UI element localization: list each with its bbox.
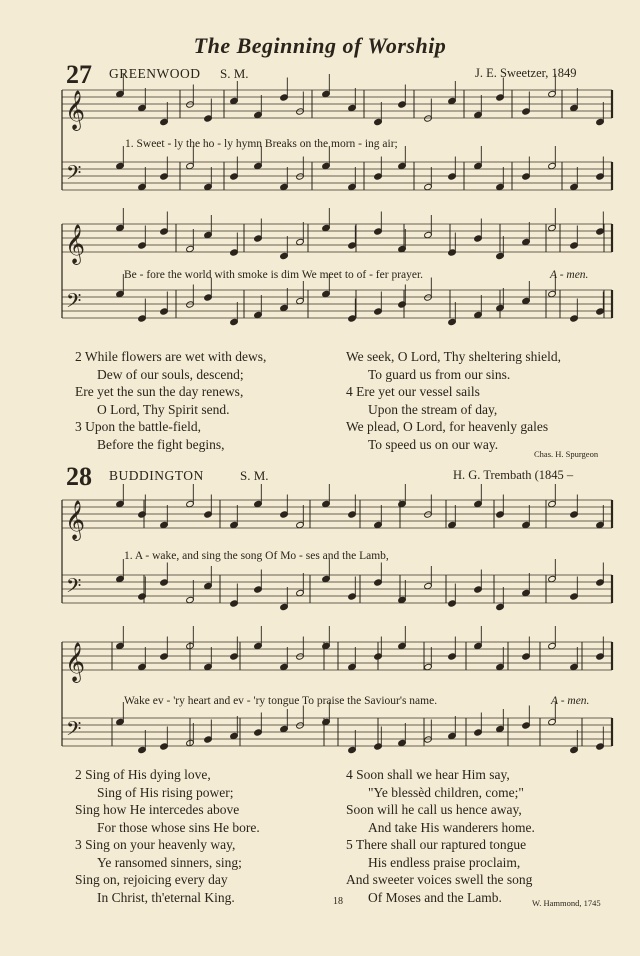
verse-line: 3 Upon the battle-field, [75, 419, 201, 434]
hymn-number: 28 [66, 462, 92, 491]
treble-clef-icon: 𝄞 [65, 642, 86, 682]
treble-clef-icon: 𝄞 [65, 500, 86, 540]
verse-line: O Lord, Thy Spirit send. [97, 401, 230, 417]
treble-clef-icon: 𝄞 [65, 224, 86, 264]
verse-line: 4 Ere yet our vessel sails [346, 384, 480, 399]
verses-right [346, 766, 535, 906]
treble-clef-icon: 𝄞 [65, 90, 86, 130]
verse-line: Sing of His rising power; [97, 784, 234, 800]
verse-line: Upon the stream of day, [368, 401, 498, 417]
verse-line: Ye ransomed sinners, sing; [97, 854, 242, 870]
amen-text: A - men. [551, 695, 590, 707]
verse-line: 2 Sing of His dying love, [75, 767, 211, 782]
bass-clef-icon: 𝄢 [66, 717, 82, 745]
verse-line: Sing on, rejoicing every day [75, 872, 228, 887]
verses-left [75, 348, 266, 453]
hymn-number: 27 [66, 60, 92, 89]
verses-left [75, 766, 260, 906]
verse-line: "Ye blessèd children, come;" [368, 784, 524, 800]
verse-line: We plead, O Lord, for heavenly gales [346, 419, 549, 434]
meter: S. M. [220, 66, 249, 81]
verse-line: Soon will he call us hence away, [346, 802, 522, 817]
tune-name: BUDDINGTON [109, 468, 204, 483]
bass-clef-icon: 𝄢 [66, 289, 82, 317]
tune-name: GREENWOOD [109, 66, 201, 81]
bass-clef-icon: 𝄢 [66, 574, 82, 602]
lyrics-line: Be - fore the world with smoke is dim We meet to of - fer prayer. [124, 269, 424, 281]
verse-line: Ere yet the sun the day renews, [75, 384, 244, 399]
verse-line: Dew of our souls, descend; [97, 366, 244, 382]
verse-line: For those whose sins He bore. [97, 819, 260, 835]
bass-clef-icon: 𝄢 [66, 161, 82, 189]
page-number: 18 [333, 896, 343, 907]
composer-credit: J. E. Sweetzer, 1849 [475, 66, 577, 80]
verse-line: To guard us from our sins. [368, 366, 511, 382]
verse-line: And sweeter voices swell the song [346, 872, 533, 887]
verse-line: To speed us on our way. [368, 436, 499, 452]
author-credit: W. Hammond, 1745 [532, 898, 601, 908]
verse-line: His endless praise proclaim, [368, 854, 521, 870]
verse-line: 4 Soon shall we hear Him say, [346, 767, 510, 782]
section-title: The Beginning of Worship [193, 33, 447, 58]
author-credit: Chas. H. Spurgeon [534, 449, 599, 459]
verse-line: 3 Sing on your heavenly way, [75, 837, 236, 852]
composer-credit: H. G. Trembath (1845 – [453, 468, 574, 482]
lyrics-line: 1. A - wake, and sing the song Of Mo - ses and the Lamb, [124, 550, 389, 562]
verse-line: Before the fight begins, [97, 436, 225, 452]
lyrics-line: Wake ev - 'ry heart and ev - 'ry tongue To praise the Saviour's name. [124, 695, 438, 707]
verse-line: We seek, O Lord, Thy sheltering shield, [346, 349, 561, 364]
lyrics-line: 1. Sweet - ly the ho - ly hymn Breaks on the morn - ing air; [125, 138, 398, 150]
verse-line: Of Moses and the Lamb. [368, 889, 502, 905]
meter: S. M. [240, 468, 269, 483]
verse-line: In Christ, th'eternal King. [97, 889, 235, 905]
verse-line: And take His wanderers home. [368, 819, 535, 835]
verse-line: 5 There shall our raptured tongue [346, 837, 527, 852]
verse-line: Sing how He intercedes above [75, 802, 240, 817]
verses-right [346, 348, 561, 453]
amen-text: A - men. [550, 269, 589, 281]
verse-line: 2 While flowers are wet with dews, [75, 349, 267, 364]
